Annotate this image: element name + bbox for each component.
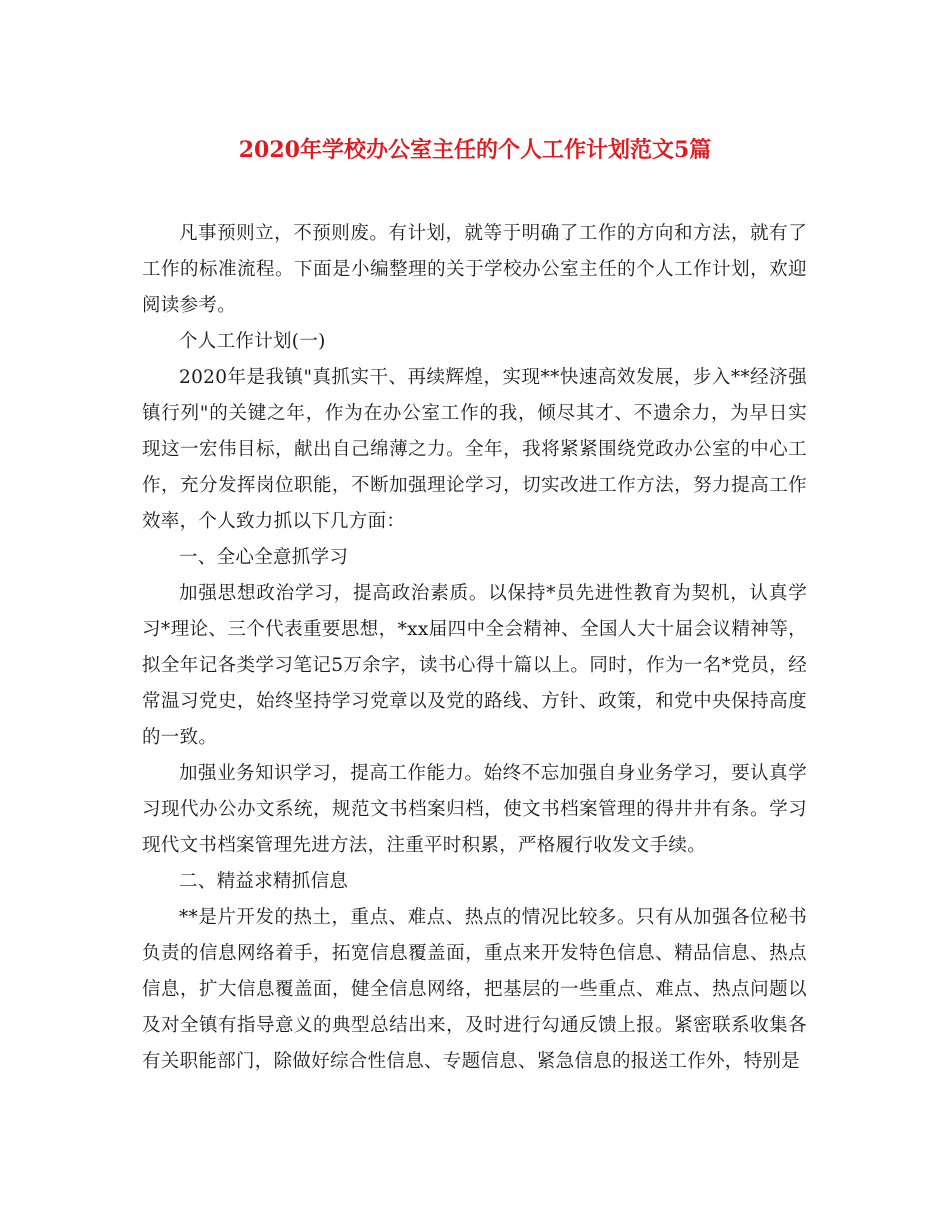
paragraph-overview: 2020年是我镇"真抓实干、再续辉煌，实现**快速高效发展，步入**经济强镇行列"的关键之年，作为在办公室工作的我，倾尽其才、不遗余力，为早日实现这一宏伟目标，献出自己绵薄之力。全年，我将紧紧围绕党政办公室的中心工作，充分发挥岗位职能，不断加强理论学习，切实改进工作方法，努力提高工作效率，个人致力抓以下几方面： [142, 367, 807, 532]
paragraph-information: **是片开发的热土，重点、难点、热点的情况比较多。只有从加强各位秘书负责的信息网络着手，拓宽信息覆盖面，重点来开发特色信息、精品信息、热点信息，扩大信息覆盖面，健全信息网络，把基层的一些重点、难点、热点问题以及对全镇有指导意义的典型总结出来，及时进行勾通反馈上报。紧密联系收集各有关职能部门，除做好综合性信息、专题信息、紧急信息的报送工作外，特别是 [142, 907, 807, 1072]
paragraph-intro: 凡事预则立，不预则废。有计划，就等于明确了工作的方向和方法，就有了工作的标准流程。下面是小编整理的关于学校办公室主任的个人工作计划，欢迎阅读参考。 [142, 223, 807, 316]
document-body [142, 216, 807, 1080]
document-title: 2020年学校办公室主任的个人工作计划范文5篇 [238, 137, 712, 163]
paragraph-business-study: 加强业务知识学习，提高工作能力。始终不忘加强自身业务学习，要认真学习现代办公办文系统，规范文书档案归档，使文书档案管理的得井井有条。学习现代文书档案管理先进方法，注重平时积累，严格履行收发文手续。 [142, 763, 807, 856]
section-heading-study: 一、全心全意抓学习 [179, 547, 349, 568]
section-heading-plan-1: 个人工作计划(一) [179, 331, 326, 352]
section-heading-information: 二、精益求精抓信息 [179, 871, 349, 892]
paragraph-political-study: 加强思想政治学习，提高政治素质。以保持*员先进性教育为契机，认真学习*理论、三个代表重要思想，*xx届四中全会精神、全国人大十届会议精神等，拟全年记各类学习笔记5万余字，读书心得十篇以上。同时，作为一名*党员，经常温习党史，始终坚持学习党章以及党的路线、方针、政策，和党中央保持高度的一致。 [142, 583, 807, 748]
